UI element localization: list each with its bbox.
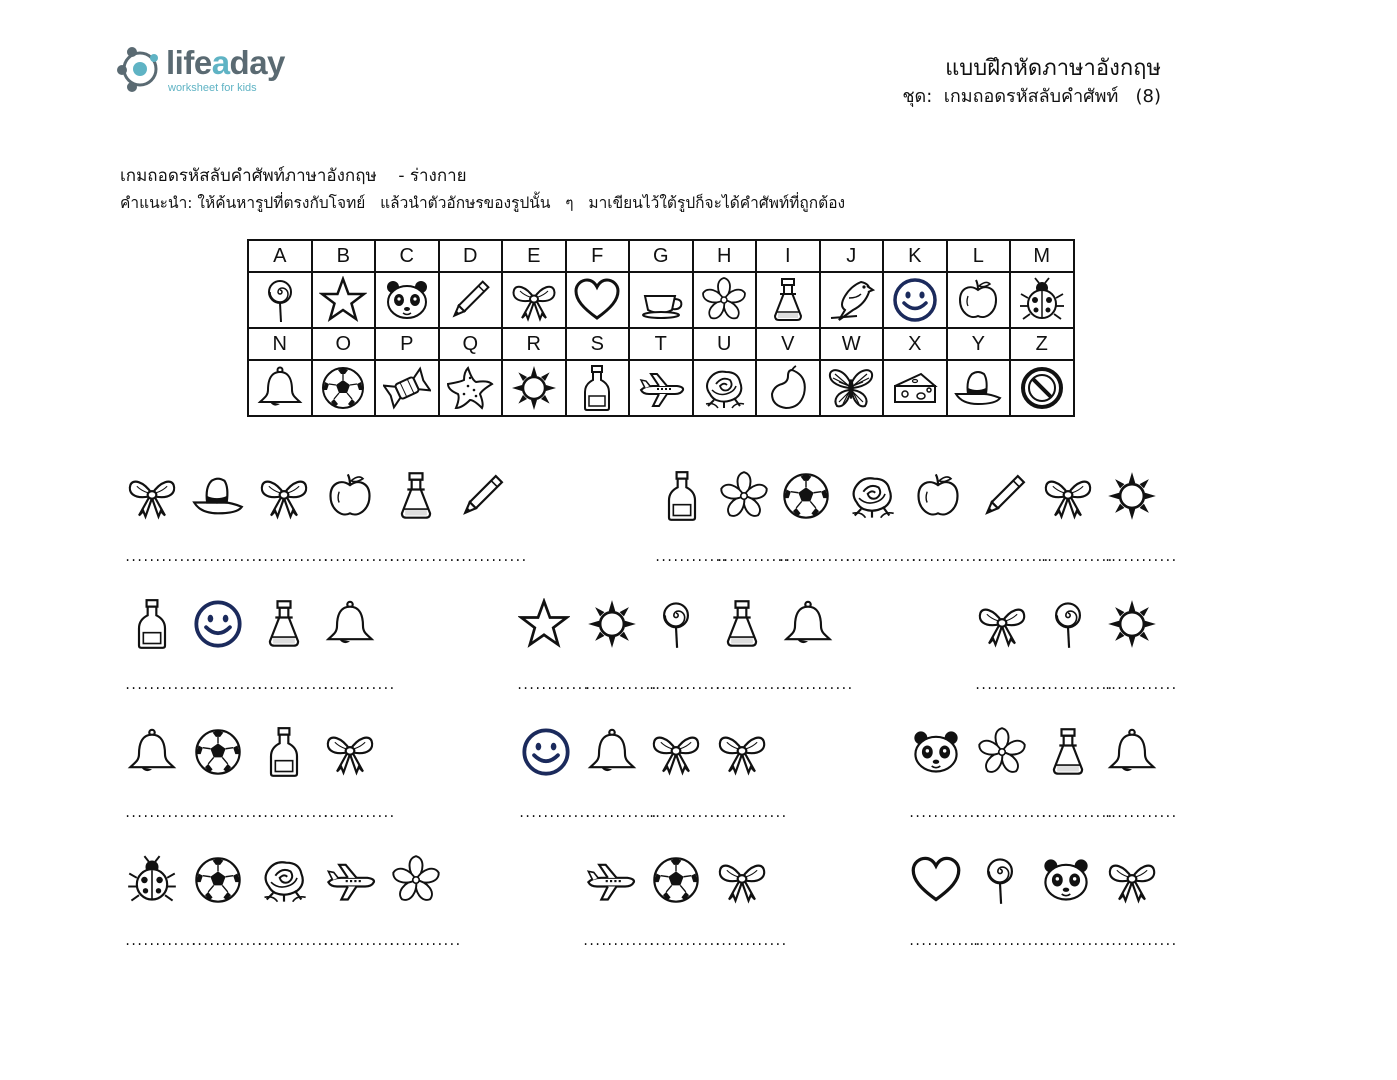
key-letter-h: H: [693, 240, 757, 272]
key-picture-n: [248, 360, 312, 416]
airplane-icon: [584, 854, 636, 906]
answer-blank[interactable]: ............: [322, 806, 395, 820]
key-picture-w: [820, 360, 884, 416]
bell-icon: [256, 364, 304, 412]
answer-blank[interactable]: ............: [1038, 934, 1111, 948]
lifeaday-logo: [116, 42, 306, 98]
lollipop-icon: [1042, 598, 1094, 650]
key-letter-b: B: [312, 240, 376, 272]
key-picture-e: [502, 272, 566, 328]
bottle-icon: [258, 726, 310, 778]
key-letter-j: J: [820, 240, 884, 272]
answer-blank[interactable]: ............: [190, 806, 263, 820]
key-picture-g: [629, 272, 693, 328]
cheese-icon: [891, 364, 939, 412]
answer-blank[interactable]: ............: [256, 934, 329, 948]
hat-icon: [954, 364, 1002, 412]
sun-icon: [510, 364, 558, 412]
key-letter-r: R: [502, 328, 566, 360]
answer-blank[interactable]: ............: [974, 806, 1047, 820]
answer-blank[interactable]: ............: [584, 678, 657, 692]
answer-blank[interactable]: ............: [584, 806, 657, 820]
answer-blank[interactable]: ............: [190, 550, 263, 564]
bow-icon: [650, 726, 702, 778]
answer-blank[interactable]: ............: [388, 550, 461, 564]
key-picture-p: [375, 360, 439, 416]
bow-icon: [126, 470, 178, 522]
answer-blank[interactable]: ............: [974, 678, 1047, 692]
answer-blank[interactable]: ............: [648, 678, 721, 692]
answer-blank[interactable]: ............: [322, 678, 395, 692]
soccer-ball-icon: [780, 470, 832, 522]
answer-blank[interactable]: ............: [322, 550, 395, 564]
bell-icon: [126, 726, 178, 778]
ladybug-icon: [126, 854, 178, 906]
answer-blank[interactable]: ............: [654, 550, 727, 564]
key-letter-f: F: [566, 240, 630, 272]
key-letter-p: P: [375, 328, 439, 360]
key-letter-t: T: [629, 328, 693, 360]
flask-icon: [764, 276, 812, 324]
bottle-icon: [126, 598, 178, 650]
logo-mark-icon: [116, 44, 166, 94]
lollipop-icon: [256, 276, 304, 324]
flask-icon: [390, 470, 442, 522]
flask-icon: [258, 598, 310, 650]
flower-icon: [700, 276, 748, 324]
rose-icon: [700, 364, 748, 412]
no-sign-icon: [1018, 364, 1066, 412]
starfish-icon: [446, 364, 494, 412]
key-letter-e: E: [502, 240, 566, 272]
answer-blank[interactable]: ............: [1040, 678, 1113, 692]
logo-tagline: worksheet for kids: [168, 82, 257, 94]
answer-blank[interactable]: ............: [1040, 806, 1113, 820]
pencil-icon: [978, 470, 1030, 522]
star-icon: [518, 598, 570, 650]
smiley-icon: [520, 726, 572, 778]
answer-blank[interactable]: ............: [976, 550, 1049, 564]
lollipop-icon: [650, 598, 702, 650]
ladybug-icon: [1018, 276, 1066, 324]
key-letter-z: Z: [1010, 328, 1074, 360]
panda-icon: [383, 276, 431, 324]
answer-blank[interactable]: ............: [1104, 934, 1177, 948]
answer-blank[interactable]: ............: [322, 934, 395, 948]
answer-blank[interactable]: ............: [1040, 550, 1113, 564]
key-picture-s: [566, 360, 630, 416]
soccer-ball-icon: [319, 364, 367, 412]
bow-icon: [510, 276, 558, 324]
flask-icon: [716, 598, 768, 650]
bell-icon: [1106, 726, 1158, 778]
key-picture-b: [312, 272, 376, 328]
sun-icon: [1106, 470, 1158, 522]
flower-icon: [718, 470, 770, 522]
bow-icon: [976, 598, 1028, 650]
answer-blank[interactable]: ............: [714, 806, 787, 820]
key-picture-u: [693, 360, 757, 416]
bow-icon: [716, 726, 768, 778]
worksheet-series: ชุด: เกมถอดรหัสลับคำศัพท์ (8): [902, 86, 1161, 107]
airplane-icon: [637, 364, 685, 412]
panda-icon: [910, 726, 962, 778]
key-picture-l: [947, 272, 1011, 328]
key-letter-q: Q: [439, 328, 503, 360]
key-letter-u: U: [693, 328, 757, 360]
soccer-ball-icon: [192, 726, 244, 778]
bottle-icon: [573, 364, 621, 412]
key-picture-c: [375, 272, 439, 328]
mango-icon: [764, 364, 812, 412]
answer-blank[interactable]: ............: [972, 934, 1045, 948]
key-letter-g: G: [629, 240, 693, 272]
bow-icon: [1042, 470, 1094, 522]
key-picture-x: [883, 360, 947, 416]
answer-blank[interactable]: ............: [190, 934, 263, 948]
sun-icon: [1106, 598, 1158, 650]
key-letter-w: W: [820, 328, 884, 360]
key-picture-f: [566, 272, 630, 328]
bow-icon: [258, 470, 310, 522]
answer-blank[interactable]: ............: [648, 806, 721, 820]
key-letter-i: I: [756, 240, 820, 272]
key-picture-o: [312, 360, 376, 416]
key-picture-v: [756, 360, 820, 416]
key-picture-a: [248, 272, 312, 328]
soccer-ball-icon: [650, 854, 702, 906]
key-picture-i: [756, 272, 820, 328]
answer-blank[interactable]: ............: [124, 934, 197, 948]
answer-blank[interactable]: ............: [518, 806, 591, 820]
worksheet-title: แบบฝึกหัดภาษาอังกฤษ: [945, 56, 1161, 81]
key-picture-h: [693, 272, 757, 328]
answer-blank[interactable]: ............: [716, 550, 789, 564]
answer-blank[interactable]: ............: [714, 678, 787, 692]
key-picture-z: [1010, 360, 1074, 416]
answer-blank[interactable]: ............: [1104, 550, 1177, 564]
key-picture-y: [947, 360, 1011, 416]
key-picture-k: [883, 272, 947, 328]
answer-blank[interactable]: ............: [388, 934, 461, 948]
key-letter-k: K: [883, 240, 947, 272]
answer-blank[interactable]: ............: [256, 806, 329, 820]
answer-blank[interactable]: ............: [190, 678, 263, 692]
key-letter-d: D: [439, 240, 503, 272]
logo-wordmark: lifeaday: [166, 44, 285, 81]
key-letter-a: A: [248, 240, 312, 272]
flask-icon: [1042, 726, 1094, 778]
answer-blank[interactable]: ............: [124, 550, 197, 564]
answer-blank[interactable]: ............: [256, 678, 329, 692]
key-picture-j: [820, 272, 884, 328]
smiley-icon: [192, 598, 244, 650]
bell-icon: [782, 598, 834, 650]
answer-blank[interactable]: ............: [1104, 806, 1177, 820]
answer-blank[interactable]: ............: [714, 934, 787, 948]
key-letter-x: X: [883, 328, 947, 360]
answer-blank[interactable]: ............: [582, 934, 655, 948]
bell-icon: [324, 598, 376, 650]
key-picture-q: [439, 360, 503, 416]
key-letter-v: V: [756, 328, 820, 360]
key-letter-s: S: [566, 328, 630, 360]
key-letter-y: Y: [947, 328, 1011, 360]
game-title: เกมถอดรหัสลับคำศัพท์ภาษาอังกฤษ - ร่างกาย: [120, 166, 467, 186]
soccer-ball-icon: [192, 854, 244, 906]
key-letter-m: M: [1010, 240, 1074, 272]
bell-icon: [586, 726, 638, 778]
star-icon: [319, 276, 367, 324]
answer-blank[interactable]: ............: [908, 806, 981, 820]
heart-icon: [910, 854, 962, 906]
key-letter-o: O: [312, 328, 376, 360]
bow-icon: [324, 726, 376, 778]
apple-icon: [954, 276, 1002, 324]
pencil-icon: [446, 276, 494, 324]
heart-icon: [573, 276, 621, 324]
instruction-text: คำแนะนำ: ให้ค้นหารูปที่ตรงกับโจทย์ แล้วนำตัวอักษรของรูปนั้น ๆ มาเขียนไว้ใต้รูปก็จะได้คำศัพท์ที่ถูกต้อง: [120, 194, 846, 212]
hat-icon: [192, 470, 244, 522]
bottle-icon: [656, 470, 708, 522]
rose-icon: [258, 854, 310, 906]
answer-blank[interactable]: ............: [778, 550, 851, 564]
pencil-icon: [456, 470, 508, 522]
key-picture-m: [1010, 272, 1074, 328]
butterfly-icon: [827, 364, 875, 412]
smiley-icon: [891, 276, 939, 324]
answer-blank[interactable]: ............: [454, 550, 527, 564]
answer-blank[interactable]: ............: [908, 934, 981, 948]
answer-blank[interactable]: ............: [844, 550, 917, 564]
key-picture-d: [439, 272, 503, 328]
answer-blank[interactable]: ............: [516, 678, 589, 692]
answer-blank[interactable]: ............: [1104, 678, 1177, 692]
answer-blank[interactable]: ............: [124, 806, 197, 820]
apple-icon: [324, 470, 376, 522]
apple-icon: [912, 470, 964, 522]
candy-icon: [383, 364, 431, 412]
answer-blank[interactable]: ............: [256, 550, 329, 564]
answer-blank[interactable]: ............: [648, 934, 721, 948]
key-letter-c: C: [375, 240, 439, 272]
bow-icon: [716, 854, 768, 906]
answer-blank[interactable]: ............: [124, 678, 197, 692]
flower-icon: [976, 726, 1028, 778]
lollipop-icon: [974, 854, 1026, 906]
key-letter-l: L: [947, 240, 1011, 272]
panda-icon: [1040, 854, 1092, 906]
rose-icon: [846, 470, 898, 522]
cup-icon: [637, 276, 685, 324]
answer-blank[interactable]: ............: [780, 678, 853, 692]
key-picture-r: [502, 360, 566, 416]
sun-icon: [586, 598, 638, 650]
flower-icon: [390, 854, 442, 906]
bird-icon: [827, 276, 875, 324]
answer-blank[interactable]: ............: [910, 550, 983, 564]
key-picture-t: [629, 360, 693, 416]
cipher-key-table: [247, 239, 1075, 417]
bow-icon: [1106, 854, 1158, 906]
key-letter-n: N: [248, 328, 312, 360]
airplane-icon: [324, 854, 376, 906]
